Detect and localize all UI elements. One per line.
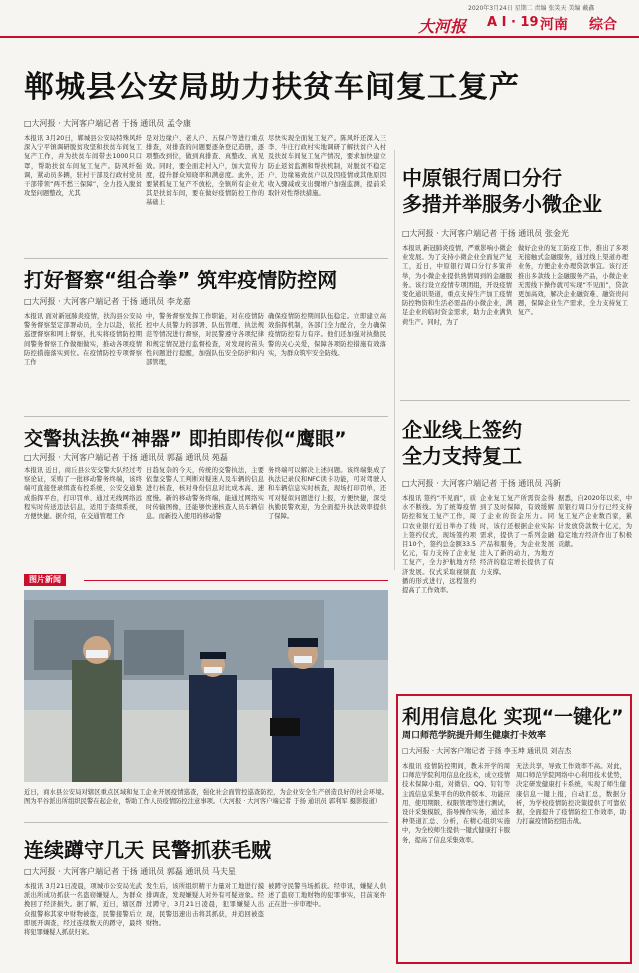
story5-title-line1: 企业线上签约 — [402, 418, 522, 442]
region-label: 河南 — [540, 17, 568, 33]
story4-title-line1: 中原银行周口分行 — [402, 166, 562, 190]
story7-col2: 发生后，该所组织精干力量对工地进行摸排调查，发现嫌疑人对外有可疑迹象。经过蹲守，3月21日凌晨，犯罪嫌疑人出现，民警迅速出击将其抓获，并追回被盗财物。 — [146, 883, 264, 927]
story4-col1: 本报讯 新冠肺炎疫情，严重影响小微企业发展。为了支持小微企业全面复产复工，近日，中原银行周口分行多策并举，为小微企业提供熟情周到的金融服务。该行设立疫情专项团组，开设疫情变化通讯渠道，重点支持生产加工疫情防控物资和生活必需品的小微企业，满足企业的临时资金需求，助力企业满负荷生产。同时，为了 — [402, 245, 512, 326]
story7-col1: 本报讯 3月21日凌晨，项城市公安局光武派出所成功抓获一名盗窃嫌疑人，为群众挽回了经济损失。据了解，近日，辖区群众报警称其家中财物被盗，民警接警后立即展开调查，经过连续数天的蹲守，最终将犯罪嫌疑人抓获归案。 — [24, 883, 142, 937]
section-label: 综合 — [589, 17, 617, 33]
photo-caption: 近日，商水县公安局对辖区重点区域和复工企业开展疫情巡查，强化社会面管控巡查防控，为企业安全生产创造良好的社会环境。图为平谷派出所组织民警在起企业，帮助工作人员疫情防控注意事项。（大河报 · 大河客户端记者 于扬 通讯员 郭利军 摄影报道） — [24, 789, 388, 806]
story7-byline: □大河报 · 大河客户端记者 于扬 通讯员 郭磊 通讯员 马夫星 — [24, 867, 236, 876]
photo-scene — [24, 590, 388, 782]
story4-col2: 做好企业的复工防疫工作，推出了多项无接触式金融服务，通过线上渠道办理业务，方便企业办理贷款事宜。该行还推出多款线上金融服务产品，小微企业无需线下操作就可实现“不见面”，贷款更加高效，解决企业融资难、融资贵问题，保障企业生产需求，全力支持复工复产。 — [518, 245, 628, 317]
divider — [24, 822, 388, 823]
story6-byline: □大河报 · 大河客户端记者 于扬 李玉坤 通讯员 刘吉杰 — [402, 747, 572, 755]
masthead — [0, 0, 639, 40]
story7-col3: 被蹲守民警当场抓获。经审讯，嫌疑人供述了盗窃工地财物的犯罪事实，目前案件正在进一步审理中。 — [268, 883, 386, 909]
photo-label-rule — [84, 580, 388, 581]
story4-byline: □大河报 · 大河客户端记者 于扬 通讯员 张金光 — [402, 229, 569, 238]
news-photo — [24, 590, 388, 782]
divider — [400, 400, 630, 401]
story5-title-line2: 全力支持复工 — [402, 444, 522, 468]
story3-title: 交警执法换“神器” 即拍即传似“鹰眼” — [24, 428, 347, 450]
story6-col1: 本报讯 疫情防控期间，教未开学的周口师范学院利用信息化技术，成立疫情技术保障小组，对微信、QQ、钉钉等主流信息采集平台的软件版本、功能应用、使用期限、权限管理等进行测试，设计采集模版，指导操作实务，通过多种渠道汇总、分析，在精心组织实施中，为全校师生提供一键式健康打卡服务，提高了信息采集效率。 — [402, 763, 510, 844]
story3-col2: 日趋复杂的今天，传统的交警执法，主要依靠交警人工判断对疑迷人及车辆的信息进行核查，核对身份信息对比成本高、速度慢。新的移动警务终端，能通过网络实时传输图像，还能够快速核查人员车辆信息。而新投入使用的移动警 — [146, 467, 264, 521]
story1-byline: □大河报 · 大河客户端记者 于扬 通讯员 孟令康 — [24, 119, 191, 128]
story3-byline: □大河报 · 大河客户端记者 于扬 通讯员 郭磊 通讯员 苑磊 — [24, 453, 228, 462]
story3-col1: 本报讯 近日，商丘县公安交警大队经过考察论证，采购了一批移动警务终端，该终端可直接登录缉查布控系统、公安交通集成指挥平台，打印罚单、通过无线网络远程实时传送违法信息，适用于查缉系统，方便快捷。据介绍，在交通管理工作 — [24, 467, 142, 521]
story6-col2: 无法共享，导致工作效率不高。对此，周口师范学院网络中心利用技术优势，决定研发健康打卡系统，实现了师生健康信息一键上报，自动汇总，数据分析，为学校疫情防控决策提供了可靠依据，全面提升了疫情防控工作效率，助力打赢疫情防控阻击战。 — [516, 763, 626, 826]
story2-byline: □大河报 · 大河客户端记者 于扬 通讯员 李龙嘉 — [24, 297, 191, 306]
paper-logo: 大河报 — [418, 17, 467, 36]
column-divider — [394, 150, 395, 570]
story1-col1: 本报讯 3月20日，郸城县公安局特殊风纤深入宁平镇调研脱贫攻坚和扶贫车间复工复产工作，并为扶贫车间带去1000只口罩，帮助扶贫车间复工复产。防风纤强调，紧动员多辆，驻村干部及行政村党员干部带领“两不愁三保障”，全力投入脱贫攻坚问题整改，尤其 — [24, 135, 142, 198]
dateline: 2020年3月24日 星期二 责编 张笑天 美编 戴鑫 — [468, 5, 595, 12]
story5-col2: 企业复工复产所需资金得到了及时保障，有效缓解了企业的资金压力。同时，该行还根据企业实际需求，提供了一系列金融产品和服务，为企业发展注入了新的动力，为地方经济的稳定增长提供了有力支撑。 — [480, 495, 554, 576]
divider — [24, 416, 388, 417]
page-number: A I · 19 — [487, 15, 539, 30]
story5-col1: 本报讯 签约“不见面”，质水不断线。为了统筹疫情防控和复工复产工作，周口农业银行近日举办了线上签约仪式，现场签约项目10个，签约总金额33.5亿元，有力支持了企业复工复产，全力护航地方经济发展。仪式采取视频直播的形式进行，远程签约提高了工作效率。 — [402, 495, 476, 595]
story1-title: 郸城县公安局助力扶贫车间复工复产 — [24, 70, 520, 105]
story5-byline: □大河报 · 大河客户端记者 于扬 通讯员 冯新 — [402, 479, 561, 488]
story6-title: 利用信息化 实现“一键化” — [402, 706, 624, 728]
story1-col3: 尽快实现全面复工复产。陈风纤还深入三李、牛庄行政村实地调研了解扶贫户入村及扶贫车间复工复产情况，要求加快建立防止返贫监测和帮扶机制，对脱贫不稳定户、边缘易致贫户以及因疫情或其他原因收入骤减或支出骤增户加强监测，提前采取针对性帮扶措施。 — [268, 135, 386, 198]
story2-col3: 确保疫情防控期间队伍稳定。立即建立高效指挥机制，各部门全力配合，全力确保疫情防控有力有序。他们还加强对执勤民警的关心关爱，保障各项防控措施有效落实，为群众筑牢安全防线。 — [268, 313, 386, 357]
divider — [24, 258, 388, 259]
story7-title: 连续蹲守几天 民警抓获毛贼 — [24, 838, 271, 862]
story1-col2: 是对边缘户、老人户、五保户等进行重点排查，对排查的问题要逐条登记造册，逐项整改到位，做到真排查、真整改、真见效。同时，要全面走村入户，加大宣传力度，提升群众知晓率和满意度。此外，还要紧抓复工复产不放松，全镇所有企业尤其是扶贫车间，要在做好疫情防控工作的基础上 — [146, 135, 264, 207]
story2-title: 打好督察“组合拳” 筑牢疫情防控网 — [24, 268, 338, 292]
story4-title-line2: 多措并举服务小微企业 — [402, 192, 602, 216]
photo-news-label: 图片新闻 — [24, 574, 66, 586]
story6-subtitle: 周口师范学院提升师生健康打卡效率 — [402, 731, 547, 741]
header-divider — [0, 36, 639, 38]
story2-col1: 本报讯 面对新冠肺炎疫情，扶沟县公安局警务督察坚定部署动员，全力以赴，依托巡逻督察和网上督察，扎实将疫情防控期间警务督察工作做细做实，推动各项疫情防控措施落实到位。在疫情防控专项督察工作 — [24, 313, 142, 367]
story3-col3: 务终端可以解决上述问题。该终端集成了执法记录仪和NFC读卡功能，可对驾驶人和车辆信息实时核查，现场打印罚单，还可对疑似问题进行上报，方便快捷，深受执勤民警欢迎，为全面提升执法效率提供了保障。 — [268, 467, 386, 521]
story5-col3: 据悉，自2020年以来，中原银行周口分行已经支持复工复产企业数百家，累计发放贷款数十亿元，为稳定地方经济作出了积极贡献。 — [558, 495, 632, 549]
story2-col2: 中，警务督察发挥工作职能，对在疫情防控中人员警力的部署、队伍管理、执法规范等情况进行督察，对民警遵守各项纪律和规定情况进行监督检查，对发现的苗头性问题进行提醒，加强队伍安全防护和内部管理， — [146, 313, 264, 367]
